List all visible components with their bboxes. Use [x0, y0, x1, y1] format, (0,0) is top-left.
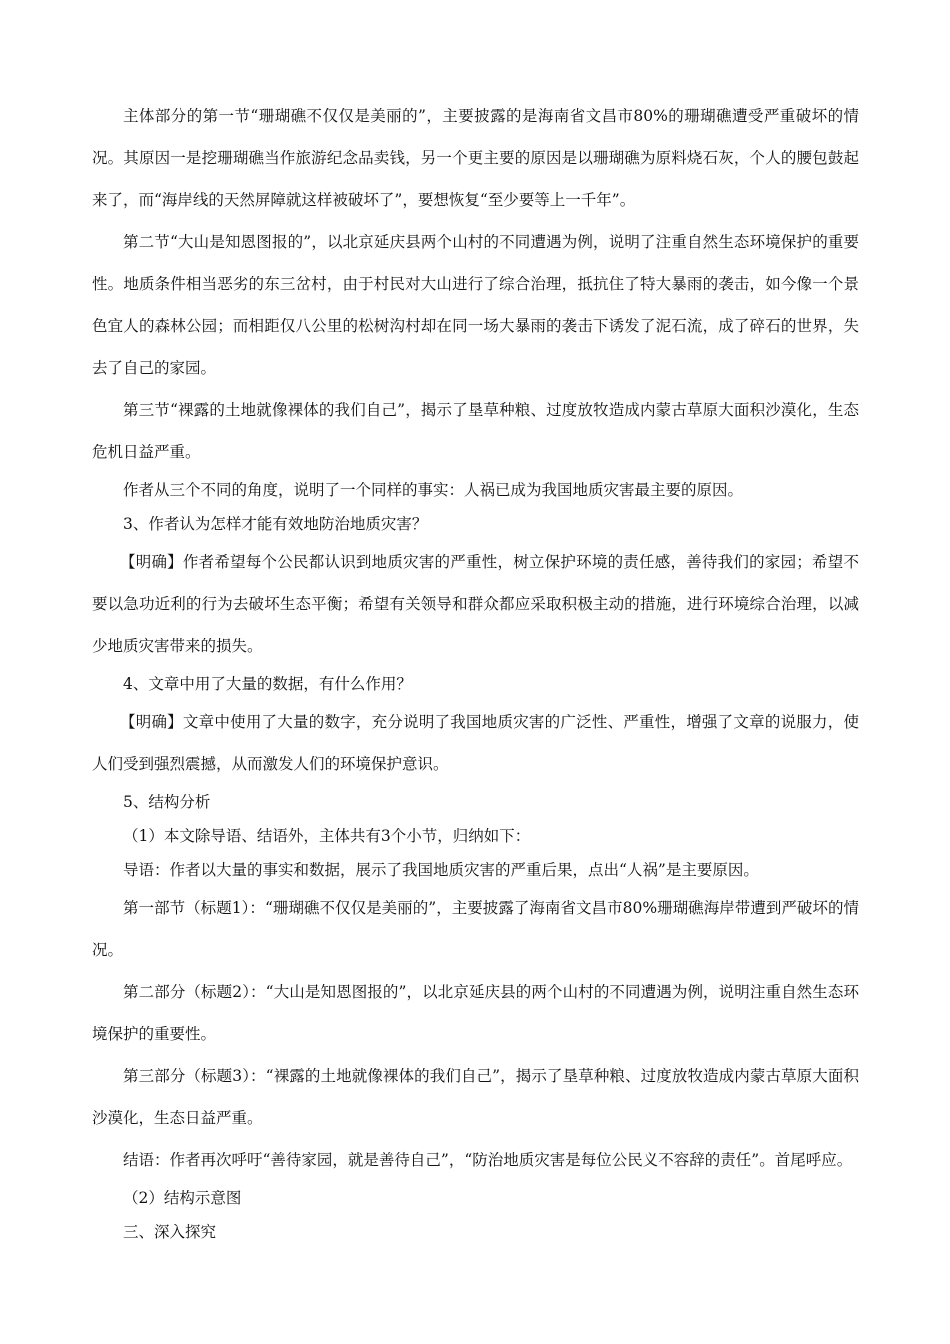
heading-structure-analysis: 5、结构分析: [123, 793, 211, 811]
document-body: [92, 95, 859, 1249]
question-3: 3、作者认为怎样才能有效地防治地质灾害？: [123, 515, 428, 533]
paragraph-section2-summary: 第二节“大山是知恩图报的”，以北京延庆县两个山村的不同遭遇为例，说明了注重自然生态环境保护的重要性。地质条件相当恶劣的东三岔村，由于村民对大山进行了综合治理，抵抗住了特大暴雨的袭击，如今像一个景色宜人的森林公园；而相距仅八公里的松树沟村却在同一场大暴雨的袭击下诱发了泥石流，成了碎石的世界，失去了自己的家园。: [92, 233, 859, 377]
paragraph-section1-summary: 主体部分的第一节“珊瑚礁不仅仅是美丽的”，主要披露的是海南省文昌市80%的珊瑚礁遭受严重破坏的情况。其原因一是挖珊瑚礁当作旅游纪念品卖钱，另一个更主要的原因是以珊瑚礁为原料烧石灰，个人的腰包鼓起来了，而“海岸线的天然屏障就这样被破坏了”，要想恢复“至少要等上一千年”。: [92, 107, 859, 209]
structure-ending: 结语：作者再次呼吁“善待家园，就是善待自己”，“防治地质灾害是每位公民义不容辞的责任”。首尾呼应。: [123, 1151, 853, 1169]
paragraph-section3-summary: 第三节“裸露的土地就像裸体的我们自己”，揭示了垦草种粮、过度放牧造成内蒙古草原大面积沙漠化，生态危机日益严重。: [92, 401, 859, 461]
structure-part-1: 第一部节（标题1）：“珊瑚礁不仅仅是美丽的”，主要披露了海南省文昌市80%珊瑚礁海岸带遭到严破坏的情况。: [92, 899, 859, 959]
answer-3: 【明确】作者希望每个公民都认识到地质灾害的严重性，树立保护环境的责任感，善待我们的家园；希望不要以急功近利的行为去破坏生态平衡；希望有关领导和群众都应采取积极主动的措施，进行环境综合治理，以减少地质灾害带来的损失。: [92, 553, 859, 655]
structure-item-2: （2）结构示意图: [123, 1189, 242, 1207]
paragraph-conclusion: 作者从三个不同的角度，说明了一个同样的事实：人祸已成为我国地质灾害最主要的原因。: [123, 481, 744, 499]
answer-4: 【明确】文章中使用了大量的数字，充分说明了我国地质灾害的广泛性、严重性，增强了文章的说服力，使人们受到强烈震撼，从而激发人们的环境保护意识。: [92, 713, 859, 773]
structure-item-1: （1）本文除导语、结语外，主体共有3个小节，归纳如下：: [123, 827, 531, 845]
structure-intro: 导语：作者以大量的事实和数据，展示了我国地质灾害的严重后果，点出“人祸”是主要原因。: [123, 861, 759, 879]
structure-part-2: 第二部分（标题2）：“大山是知恩图报的”，以北京延庆县的两个山村的不同遭遇为例，说明注重自然生态环境保护的重要性。: [92, 983, 859, 1043]
question-4: 4、文章中用了大量的数据，有什么作用？: [123, 675, 412, 693]
heading-deep-inquiry: 三、深入探究: [123, 1223, 217, 1241]
structure-part-3: 第三部分（标题3）：“裸露的土地就像裸体的我们自己”，揭示了垦草种粮、过度放牧造成内蒙古草原大面积沙漠化，生态日益严重。: [92, 1067, 859, 1127]
